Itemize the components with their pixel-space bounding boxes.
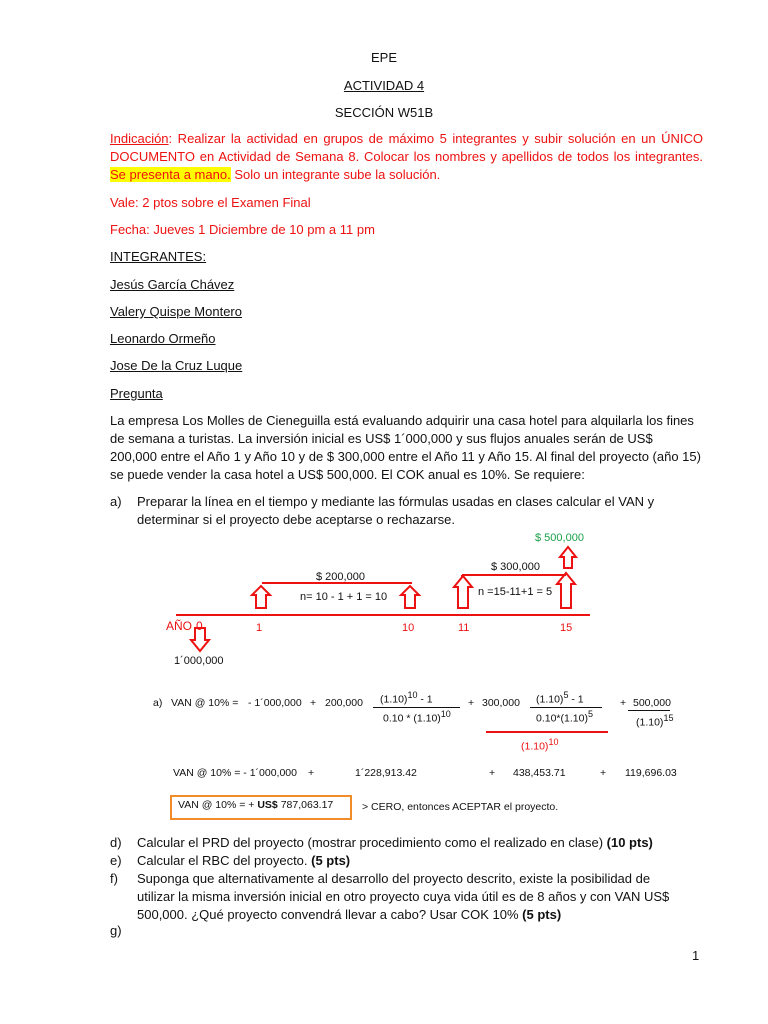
formula-plus: + (620, 697, 627, 709)
up-arrow-year15-flow (557, 573, 575, 608)
tick-label: 11 (458, 622, 470, 634)
formula-f2-numerator: $(1.10)^5 - 1$ (536, 690, 584, 706)
team-member: Jesús García Chávez (110, 277, 235, 292)
item-text: Suponga que alternativamente al desarrollo del proyecto descrito, existe la posibilidad de utilizar la misma inversión inicial en otro proyecto cuya vida útil es de 8 años y con VAN US$ 500,000. ¿Qué proyecto convendrá llevar a cabo? Usar COK 10% (5 pts) (137, 871, 670, 922)
result-value-1: 1´228,913.42 (355, 767, 417, 779)
tick-label: 15 (560, 622, 573, 634)
vale-line: Vale: 2 ptos sobre el Examen Final (110, 195, 311, 210)
formula-f2-denominator: $0.10*(1.10)^5$ (536, 709, 593, 725)
item-label: g) (110, 923, 122, 938)
up-arrow-year10 (401, 586, 419, 608)
result-plus: + (600, 767, 607, 779)
discount-underline (486, 731, 608, 733)
formula-f2-fraction-bar (530, 707, 602, 708)
formula-prefix: a) (153, 697, 163, 709)
year-axis-label: AÑO (166, 619, 193, 633)
question-heading: Pregunta (110, 386, 163, 401)
instructions-text-end: Solo un integrante sube la solución. (230, 167, 441, 182)
page-number: 1 (692, 948, 700, 963)
result-plus: + (489, 767, 496, 779)
team-member: Valery Quispe Montero (110, 304, 242, 319)
formula-f1-fraction-bar (373, 707, 460, 708)
header-epe: EPE (370, 50, 397, 65)
formula-plus: + (468, 697, 475, 709)
team-member: Leonardo Ormeño (110, 331, 216, 346)
formula-flow2: 300,000 (482, 697, 520, 709)
item-label: d) (110, 835, 122, 850)
team-member: Jose De la Cruz Luque (110, 358, 243, 373)
instructions-paragraph (110, 130, 703, 184)
formula-investment: - 1´000,000 (248, 697, 302, 709)
sale-amount-label: $ 500,000 (535, 532, 584, 544)
item-label: e) (110, 853, 122, 868)
tick-label: 0 (196, 619, 203, 633)
result-plus: + (308, 767, 315, 779)
formula-van-label: VAN @ 10% = (171, 697, 239, 709)
flow1-periods-label: n= 10 - 1 + 1 = 10 (300, 591, 388, 603)
question-body: La empresa Los Molles de Cieneguilla está evaluando adquirir una casa hotel para alquilarla los fines de semana a turistas. La inversión inicial es US$ 1´000,000 y sus flujos anuales serán de US$ 200,000 entre el Año 1 y Año 10 y de $ 300,000 entre el Año 11 y Año 15. Al final del proyecto (año 15) se puede vender la casa hotel a US$ 500,000. El COK anual es 10%. Se requiere: (110, 413, 701, 482)
instructions-label: Indicación (110, 131, 169, 146)
result-van-label: VAN @ 10% = - 1´000,000 (173, 767, 297, 779)
formula-f3-denominator: $(1.10)^{15}$ (636, 713, 674, 729)
item-label: a) (110, 494, 122, 509)
item-text: Calcular el RBC del proyecto. (5 pts) (137, 853, 351, 868)
header-section: SECCIÓN W51B (334, 105, 434, 120)
team-heading: INTEGRANTES: (110, 249, 207, 264)
tick-label: 1 (256, 622, 263, 634)
van-result-text: VAN @ 10% = + US$ 787,063.17 (178, 799, 334, 811)
flow2-amount-label: $ 300,000 (491, 561, 540, 573)
formula-f1-denominator: $0.10 * (1.10)^{10}$ (383, 709, 451, 725)
instructions-text: : Realizar la actividad en grupos de máximo 5 integrantes y subir solución en un ÚNICO DOCUMENTO en Actividad de Semana 8. Colocar los nombres y apellidos de todos los integrantes. (110, 131, 703, 164)
flow2-periods-label: n =15-11+1 = 5 (478, 586, 553, 598)
investment-label: 1´000,000 (174, 655, 224, 667)
result-value-3: 119,696.03 (625, 767, 677, 779)
conclusion-remark: > CERO, entonces ACEPTAR el proyecto. (362, 801, 559, 813)
fecha-line: Fecha: Jueves 1 Diciembre de 10 pm a 11 pm (110, 222, 375, 237)
item-text: Preparar la línea en el tiempo y mediante las fórmulas usadas en clases calcular el VAN y determinar si el proyecto debe aceptarse o rechazarse. (137, 494, 655, 527)
item-text: Calcular el PRD del proyecto (mostrar procedimiento como el realizado en clase) (10 pts) (137, 835, 653, 850)
flow1-amount-label: $ 200,000 (316, 571, 365, 583)
formula-flow1: 200,000 (325, 697, 363, 709)
up-arrow-year15-sale (560, 547, 576, 568)
item-label: f) (110, 871, 118, 886)
instructions-highlight: Se presenta a mano. (110, 167, 231, 182)
discount-factor: $(1.10)^{10}$ (521, 737, 559, 753)
formula-f3-fraction-bar (628, 710, 670, 711)
result-value-2: 438,453.71 (513, 767, 566, 779)
formula-plus: + (310, 697, 317, 709)
formula-f1-numerator: $(1.10)^{10} - 1$ (380, 690, 433, 706)
header-activity: ACTIVIDAD 4 (343, 78, 425, 93)
tick-label: 10 (402, 622, 415, 634)
up-arrow-year1 (252, 586, 270, 608)
up-arrow-year11 (454, 576, 472, 608)
formula-sale: 500,000 (633, 697, 671, 709)
